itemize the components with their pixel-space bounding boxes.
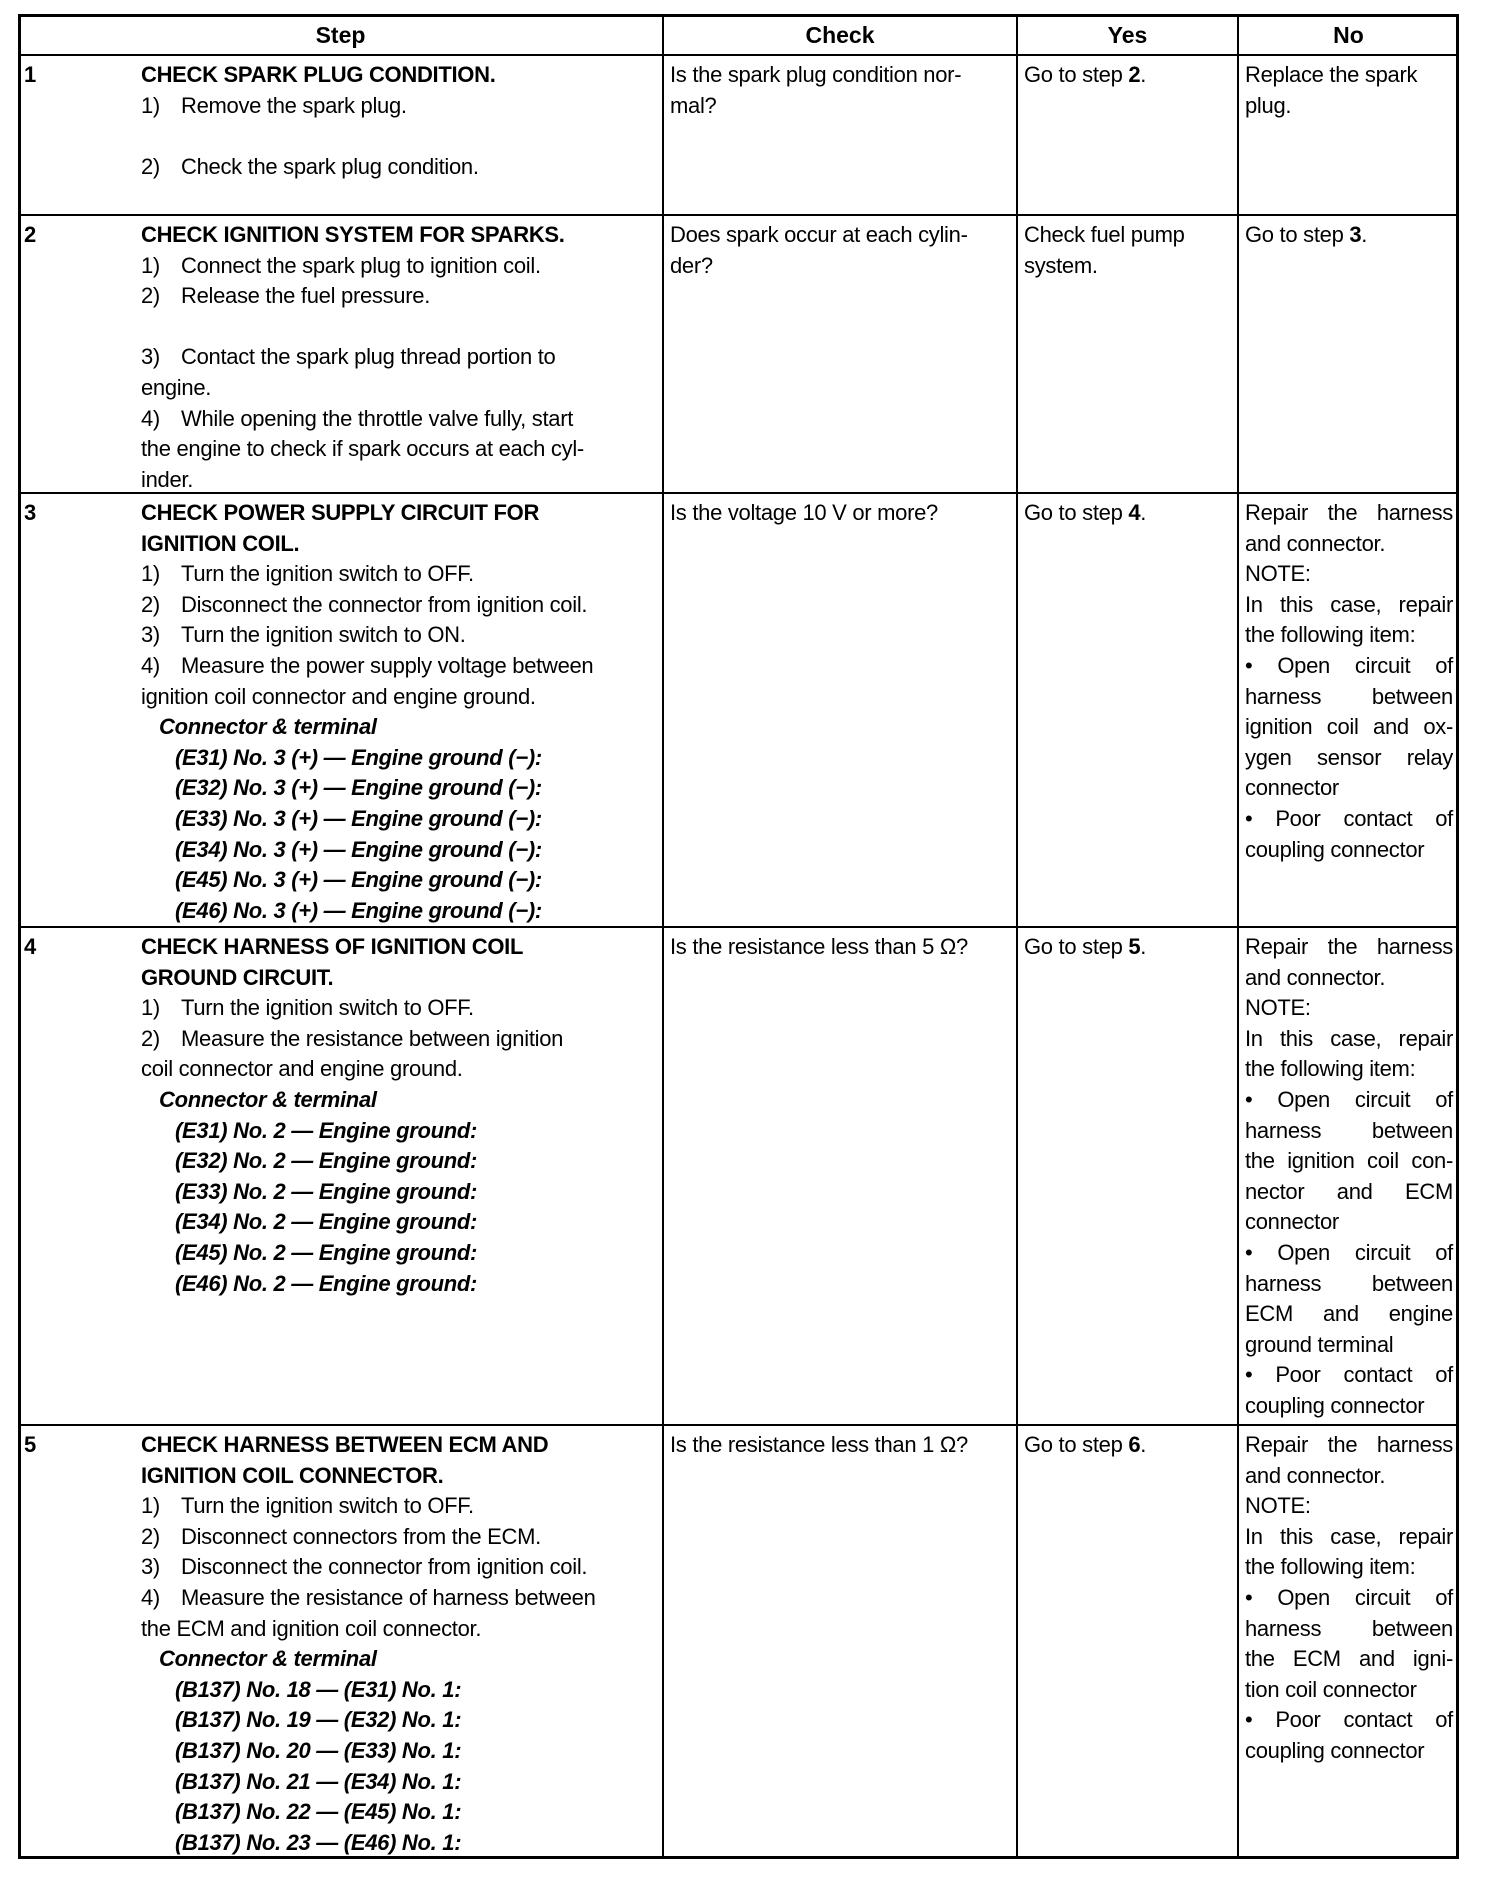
step-reference-suffix: . (1140, 62, 1147, 87)
no-line: harness between (1245, 683, 1453, 709)
item-number: 1) (141, 995, 160, 1021)
instruction-line: the ECM and ignition coil connector. (141, 1615, 482, 1641)
yes-action (1024, 1430, 1234, 1461)
item-number: 3) (141, 344, 160, 370)
step-reference-number: 3 (1349, 222, 1362, 247)
connector-terminal: (E31) No. 3 (+) — Engine ground (−): (175, 744, 542, 770)
no-line: • Open circuit of (1245, 1086, 1453, 1112)
connector-terminal: (E33) No. 2 — Engine ground: (175, 1178, 478, 1204)
step-title: IGNITION COIL. (141, 530, 300, 556)
column-divider (1237, 14, 1239, 1859)
connector-terminal: (E46) No. 2 — Engine ground: (175, 1270, 478, 1296)
instruction-item (141, 404, 656, 435)
item-number: 2) (141, 591, 160, 617)
connector-terminal: (E33) No. 3 (+) — Engine ground (−): (175, 805, 542, 831)
no-action (1245, 220, 1453, 251)
no-line: ECM and engine (1245, 1301, 1453, 1327)
item-number: 3) (141, 622, 160, 648)
instruction-item (141, 1552, 656, 1583)
check-line: mal? (670, 92, 717, 118)
no-line: the ignition coil con- (1245, 1148, 1453, 1174)
step-reference (1245, 220, 1453, 251)
connector-terminal: (E34) No. 3 (+) — Engine ground (−): (175, 836, 542, 862)
step-title: CHECK HARNESS BETWEEN ECM AND (141, 1432, 549, 1457)
item-number: 1) (141, 252, 160, 278)
no-line: nector and ECM (1245, 1178, 1453, 1204)
item-text: Turn the ignition switch to OFF. (181, 561, 474, 587)
item-number: 2) (141, 283, 160, 309)
no-line: In this case, repair (1245, 1025, 1453, 1051)
step-reference-suffix: . (1361, 222, 1368, 247)
step-reference-prefix: Go to step (1024, 62, 1129, 87)
step-reference-prefix: Go to step (1024, 934, 1129, 959)
yes-action (1024, 498, 1234, 529)
connector-terminal: (B137) No. 22 — (E45) No. 1: (175, 1799, 462, 1825)
header-check: Check (805, 22, 875, 48)
step-instructions (141, 498, 656, 926)
check-question (670, 1430, 1014, 1461)
instruction-item (141, 590, 656, 621)
no-line: the following item: (1245, 622, 1416, 648)
no-line: • Open circuit of (1245, 652, 1453, 678)
no-action (1245, 932, 1453, 1422)
no-line: ygen sensor relay (1245, 744, 1453, 770)
no-action (1245, 60, 1453, 121)
no-line: tion coil connector (1245, 1676, 1417, 1702)
item-text: Measure the resistance between ignition (181, 1025, 564, 1051)
step-reference-prefix: Go to step (1024, 500, 1129, 525)
step-title: CHECK HARNESS OF IGNITION COIL (141, 934, 524, 959)
no-line: coupling connector (1245, 836, 1425, 862)
no-line: • Poor contact of (1245, 805, 1453, 831)
step-instructions (141, 1430, 656, 1858)
yes-action (1024, 220, 1234, 281)
no-line: NOTE: (1245, 995, 1311, 1021)
no-line: • Poor contact of (1245, 1362, 1453, 1388)
row-divider (18, 1424, 1459, 1426)
instruction-item (141, 1491, 656, 1522)
yes-action (1024, 60, 1234, 91)
row-divider (18, 54, 1459, 56)
connector-terminal: (B137) No. 18 — (E31) No. 1: (175, 1676, 462, 1702)
instruction-item (141, 1522, 656, 1553)
no-line: • Poor contact of (1245, 1707, 1453, 1733)
no-line: and connector. (1245, 530, 1386, 556)
no-line: plug. (1245, 92, 1292, 118)
check-question (670, 220, 1014, 281)
check-line: Is the voltage 10 V or more? (670, 500, 938, 525)
step-number: 1 (24, 62, 36, 87)
item-text: Release the fuel pressure. (181, 283, 431, 309)
no-line: Replace the spark (1245, 62, 1418, 87)
no-action (1245, 1430, 1453, 1767)
step-reference-prefix: Go to step (1024, 1432, 1129, 1457)
no-line: connector (1245, 1209, 1339, 1235)
connector-terminal: (E45) No. 2 — Engine ground: (175, 1239, 478, 1265)
item-number: 4) (141, 405, 160, 431)
check-line: Does spark occur at each cylin- (670, 222, 968, 247)
no-line: ground terminal (1245, 1331, 1394, 1357)
item-number: 4) (141, 1584, 160, 1610)
no-line: harness between (1245, 1615, 1453, 1641)
item-text: Disconnect the connector from ignition coil. (181, 1554, 588, 1580)
row-divider (18, 926, 1459, 928)
no-line: the following item: (1245, 1056, 1416, 1082)
step-instructions (141, 932, 656, 1299)
check-line: der? (670, 252, 713, 278)
item-text: Disconnect the connector from ignition coil. (181, 591, 588, 617)
step-title: CHECK IGNITION SYSTEM FOR SPARKS. (141, 222, 565, 247)
step-reference-number: 5 (1128, 934, 1141, 959)
item-number: 2) (141, 153, 160, 179)
no-line: harness between (1245, 1270, 1453, 1296)
step-title: GROUND CIRCUIT. (141, 964, 334, 990)
instruction-item (141, 281, 656, 312)
connector-heading: Connector & terminal (159, 1086, 377, 1112)
connector-terminal: (E32) No. 2 — Engine ground: (175, 1148, 478, 1174)
instruction-item (141, 91, 656, 122)
header-yes: Yes (1107, 22, 1148, 48)
no-line: • Open circuit of (1245, 1584, 1453, 1610)
step-number: 2 (24, 222, 36, 247)
no-line: coupling connector (1245, 1392, 1425, 1418)
step-reference-number: 4 (1128, 500, 1141, 525)
instruction-line (141, 312, 656, 343)
item-number: 2) (141, 1523, 160, 1549)
connector-terminal: (E46) No. 3 (+) — Engine ground (−): (175, 897, 542, 923)
step-reference-suffix: . (1140, 1432, 1147, 1457)
instruction-item (141, 251, 656, 282)
step-title: CHECK POWER SUPPLY CIRCUIT FOR (141, 500, 540, 525)
connector-terminal: (E45) No. 3 (+) — Engine ground (−): (175, 867, 542, 893)
row-divider (18, 214, 1459, 216)
no-line: Repair the harness (1245, 1432, 1453, 1457)
instruction-item (141, 559, 656, 590)
row-divider (18, 492, 1459, 494)
no-line: Repair the harness (1245, 934, 1453, 959)
item-number: 3) (141, 1554, 160, 1580)
no-line: NOTE: (1245, 561, 1311, 587)
item-text: Turn the ignition switch to OFF. (181, 1493, 474, 1519)
connector-terminal: (E31) No. 2 — Engine ground: (175, 1117, 478, 1143)
no-line: the following item: (1245, 1554, 1416, 1580)
step-instructions (141, 220, 656, 495)
step-reference-number: 6 (1128, 1432, 1141, 1457)
check-line: Is the resistance less than 1 Ω? (670, 1432, 968, 1457)
instruction-line (141, 121, 656, 152)
yes-line: system. (1024, 252, 1098, 278)
step-instructions (141, 60, 656, 182)
item-text: Remove the spark plug. (181, 92, 407, 118)
connector-heading: Connector & terminal (159, 714, 377, 740)
header-no: No (1333, 22, 1364, 48)
instruction-line: inder. (141, 466, 194, 492)
item-number: 2) (141, 1025, 160, 1051)
column-divider (662, 14, 664, 1859)
item-text: Connect the spark plug to ignition coil. (181, 252, 541, 278)
item-text: Turn the ignition switch to ON. (181, 622, 466, 648)
check-question (670, 498, 1014, 529)
no-action (1245, 498, 1453, 865)
item-text: Measure the resistance of harness between (181, 1584, 596, 1610)
instruction-line: coil connector and engine ground. (141, 1056, 463, 1082)
item-text: Measure the power supply voltage between (181, 652, 594, 678)
no-line: coupling connector (1245, 1737, 1425, 1763)
connector-terminal: (E34) No. 2 — Engine ground: (175, 1209, 478, 1235)
connector-terminal: (B137) No. 19 — (E32) No. 1: (175, 1707, 462, 1733)
instruction-item (141, 993, 656, 1024)
item-text: Disconnect connectors from the ECM. (181, 1523, 541, 1549)
instruction-item (141, 620, 656, 651)
instruction-line: the engine to check if spark occurs at each cyl- (141, 436, 584, 462)
step-reference (1024, 932, 1234, 963)
no-line: Repair the harness (1245, 500, 1453, 525)
no-line: the ECM and igni- (1245, 1646, 1453, 1672)
step-reference-prefix: Go to step (1245, 222, 1350, 247)
no-line: In this case, repair (1245, 1523, 1453, 1549)
connector-terminal: (B137) No. 21 — (E34) No. 1: (175, 1768, 462, 1794)
no-line: and connector. (1245, 1462, 1386, 1488)
check-question (670, 60, 1014, 121)
item-number: 1) (141, 561, 160, 587)
item-number: 4) (141, 652, 160, 678)
item-number: 1) (141, 1493, 160, 1519)
item-text: Turn the ignition switch to OFF. (181, 995, 474, 1021)
step-number: 4 (24, 934, 36, 959)
yes-line: Check fuel pump (1024, 222, 1185, 247)
yes-action (1024, 932, 1234, 963)
no-line: • Open circuit of (1245, 1239, 1453, 1265)
item-text: Check the spark plug condition. (181, 153, 479, 179)
item-number: 1) (141, 92, 160, 118)
step-reference-suffix: . (1140, 934, 1147, 959)
instruction-item (141, 152, 656, 183)
no-line: ignition coil and ox- (1245, 714, 1453, 740)
instruction-line: ignition coil connector and engine ground. (141, 683, 536, 709)
step-reference (1024, 1430, 1234, 1461)
step-number: 3 (24, 500, 36, 525)
instruction-item (141, 651, 656, 682)
instruction-item (141, 1024, 656, 1055)
step-reference (1024, 498, 1234, 529)
no-line: In this case, repair (1245, 591, 1453, 617)
item-text: Contact the spark plug thread portion to (181, 344, 556, 370)
step-reference-number: 2 (1128, 62, 1141, 87)
connector-terminal: (B137) No. 23 — (E46) No. 1: (175, 1829, 462, 1855)
check-question (670, 932, 1014, 963)
connector-terminal: (B137) No. 20 — (E33) No. 1: (175, 1737, 462, 1763)
no-line: harness between (1245, 1117, 1453, 1143)
connector-heading: Connector & terminal (159, 1646, 377, 1672)
step-title: CHECK SPARK PLUG CONDITION. (141, 62, 496, 87)
step-number: 5 (24, 1432, 36, 1457)
connector-terminal: (E32) No. 3 (+) — Engine ground (−): (175, 775, 542, 801)
instruction-item (141, 342, 656, 373)
step-reference (1024, 60, 1234, 91)
step-reference-suffix: . (1140, 500, 1147, 525)
header-step: Step (315, 22, 366, 48)
instruction-line: engine. (141, 374, 212, 400)
instruction-item (141, 1583, 656, 1614)
item-text: While opening the throttle valve fully, start (181, 405, 574, 431)
column-divider (1016, 14, 1018, 1859)
no-line: connector (1245, 775, 1339, 801)
no-line: NOTE: (1245, 1493, 1311, 1519)
no-line: and connector. (1245, 964, 1386, 990)
step-title: IGNITION COIL CONNECTOR. (141, 1462, 444, 1488)
check-line: Is the resistance less than 5 Ω? (670, 934, 968, 959)
check-line: Is the spark plug condition nor- (670, 62, 962, 87)
